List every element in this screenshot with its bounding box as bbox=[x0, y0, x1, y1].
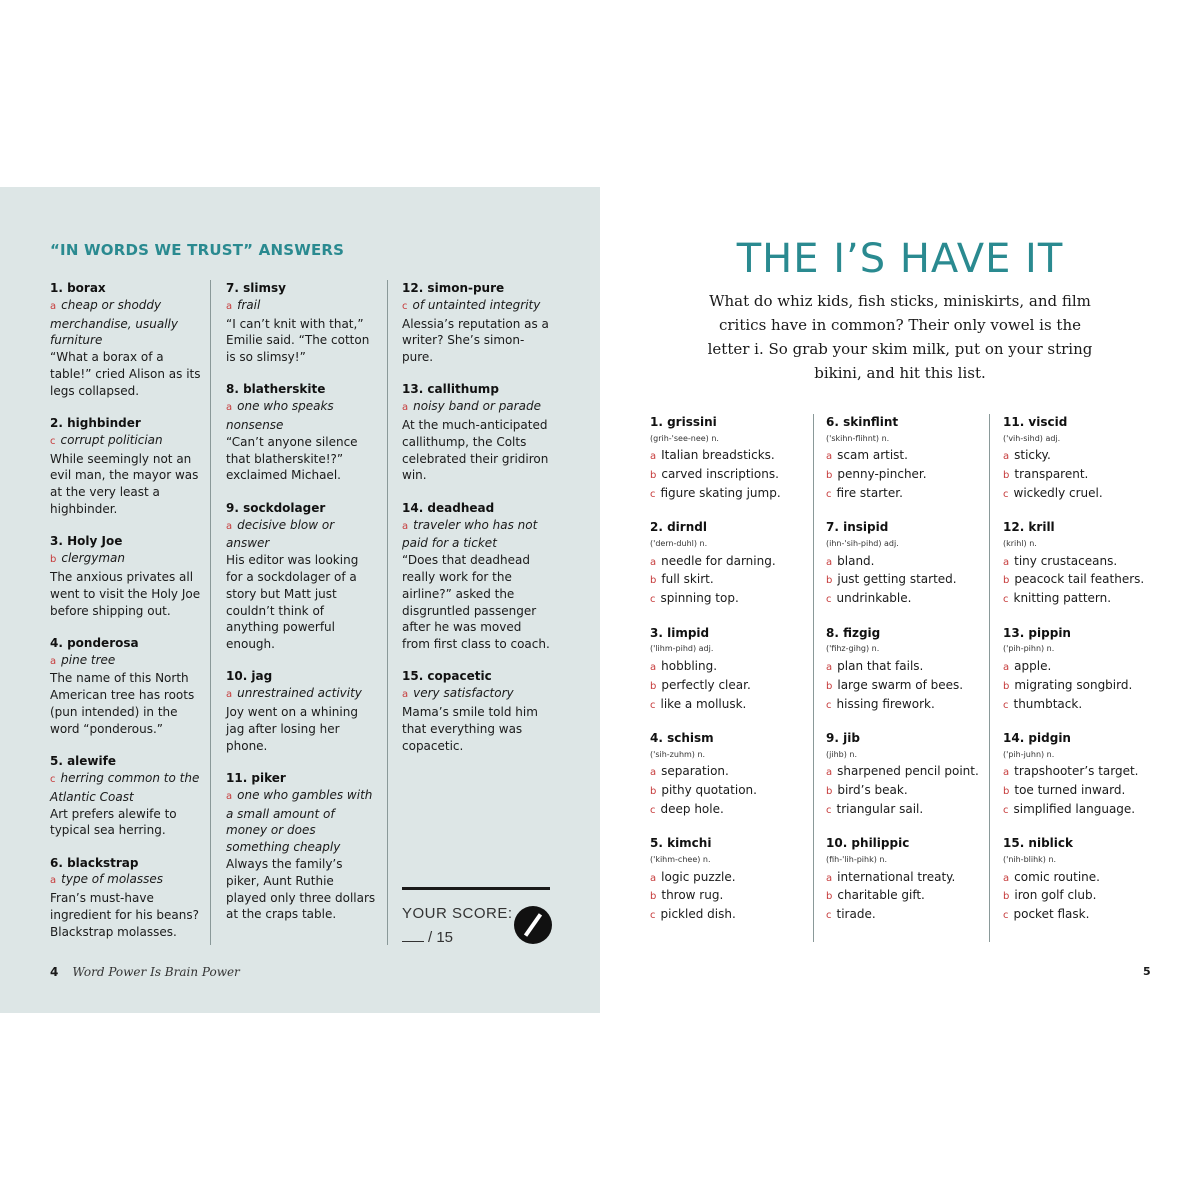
option-text: scam artist. bbox=[837, 448, 908, 463]
answer-word: 1. borax bbox=[50, 281, 106, 295]
quiz-option bbox=[1003, 906, 1163, 925]
option-letter: a bbox=[650, 661, 657, 673]
answer-entry bbox=[226, 500, 376, 653]
quiz-option bbox=[1003, 553, 1163, 572]
quiz-option bbox=[1003, 869, 1163, 888]
answer-definition bbox=[402, 685, 552, 704]
option-text: bird’s beak. bbox=[837, 783, 908, 798]
quiz-question bbox=[650, 519, 810, 609]
option-letter: a bbox=[650, 556, 657, 568]
quiz-option bbox=[826, 782, 986, 801]
answer-definition-text: decisive blow or answer bbox=[226, 517, 335, 551]
answer-letter: a bbox=[50, 300, 57, 312]
quiz-option bbox=[650, 677, 810, 696]
option-text: simplified language. bbox=[1013, 801, 1136, 816]
quiz-title: THE I’S HAVE IT bbox=[736, 236, 1064, 282]
quiz-option bbox=[650, 801, 810, 820]
quiz-option bbox=[650, 763, 810, 782]
answer-letter: c bbox=[50, 773, 56, 785]
option-letter: b bbox=[826, 891, 833, 903]
quiz-pronunciation: ('lihm-pihd) adj. bbox=[650, 644, 714, 654]
option-letter: c bbox=[826, 488, 832, 500]
option-letter: c bbox=[650, 488, 656, 500]
option-text: pithy quotation. bbox=[661, 783, 757, 798]
answer-entry bbox=[402, 381, 552, 484]
answer-word: 14. deadhead bbox=[402, 500, 495, 515]
option-text: large swarm of bees. bbox=[837, 677, 964, 692]
answer-definition bbox=[50, 550, 205, 569]
option-letter: a bbox=[1003, 556, 1010, 568]
answer-example: Fran’s must-have ingredient for his beans? Blackstrap molasses. bbox=[50, 891, 199, 939]
answer-definition-text: clergyman bbox=[61, 551, 125, 566]
quiz-option bbox=[826, 801, 986, 820]
option-letter: c bbox=[1003, 594, 1009, 606]
option-text: apple. bbox=[1014, 658, 1052, 673]
option-text: pocket flask. bbox=[1013, 907, 1090, 922]
quiz-option bbox=[826, 553, 986, 572]
quiz-pronunciation: ('pih-juhn) n. bbox=[1003, 749, 1055, 759]
option-text: spinning top. bbox=[660, 591, 739, 606]
quiz-word: 15. niblick bbox=[1003, 836, 1074, 851]
option-letter: b bbox=[650, 470, 657, 482]
option-letter: b bbox=[1003, 575, 1010, 587]
answer-entry bbox=[402, 668, 552, 754]
answer-entry bbox=[50, 533, 205, 619]
column-divider bbox=[813, 414, 814, 942]
score-label: YOUR SCORE: bbox=[402, 905, 513, 922]
answer-definition-text: traveler who has not paid for a ticket bbox=[402, 517, 538, 551]
quiz-word: 4. schism bbox=[650, 730, 714, 745]
answer-example: Mama’s smile told him that everything was copacetic. bbox=[402, 705, 538, 753]
quiz-question bbox=[1003, 835, 1163, 925]
option-letter: c bbox=[826, 804, 832, 816]
answer-entry bbox=[50, 415, 205, 518]
option-text: figure skating jump. bbox=[660, 485, 781, 500]
quiz-option bbox=[650, 782, 810, 801]
quiz-option bbox=[826, 869, 986, 888]
quiz-option bbox=[650, 447, 810, 466]
option-letter: a bbox=[826, 661, 833, 673]
quiz-option bbox=[1003, 466, 1163, 485]
quiz-word: 3. limpid bbox=[650, 625, 710, 640]
answer-definition bbox=[50, 432, 205, 451]
pencil-icon bbox=[514, 906, 552, 944]
quiz-option bbox=[1003, 485, 1163, 504]
quiz-option bbox=[650, 553, 810, 572]
option-letter: c bbox=[1003, 699, 1009, 711]
answer-example: Alessia’s reputation as a writer? She’s simon-pure. bbox=[402, 316, 549, 365]
answer-letter: a bbox=[226, 402, 233, 414]
answer-definition bbox=[402, 398, 552, 417]
option-text: logic puzzle. bbox=[661, 869, 736, 884]
option-letter: b bbox=[1003, 786, 1010, 798]
answer-entry bbox=[226, 668, 376, 754]
option-text: separation. bbox=[661, 764, 729, 779]
quiz-word: 2. dirndl bbox=[650, 520, 707, 535]
answer-example: “What a borax of a table!” cried Alison as its legs collapsed. bbox=[50, 350, 201, 398]
option-text: Italian breadsticks. bbox=[661, 448, 775, 463]
quiz-word: 10. philippic bbox=[826, 836, 910, 851]
quiz-pronunciation: ('nih-blihk) n. bbox=[1003, 854, 1057, 864]
answer-letter: b bbox=[50, 554, 57, 566]
option-text: wickedly cruel. bbox=[1013, 485, 1103, 500]
option-text: triangular sail. bbox=[836, 801, 924, 816]
option-text: needle for darning. bbox=[661, 553, 776, 568]
option-letter: c bbox=[650, 804, 656, 816]
quiz-option bbox=[826, 677, 986, 696]
answer-word: 10. jag bbox=[226, 669, 273, 684]
quiz-option bbox=[650, 696, 810, 715]
column-divider bbox=[387, 280, 388, 945]
answer-example: At the much-anticipated callithump, the Colts celebrated their gridiron win. bbox=[402, 418, 549, 483]
option-letter: a bbox=[650, 767, 657, 779]
quiz-pronunciation: ('skihn-flihnt) n. bbox=[826, 433, 890, 443]
answer-word: 6. blackstrap bbox=[50, 855, 139, 870]
quiz-pronunciation: ('sih-zuhm) n. bbox=[650, 749, 706, 759]
option-letter: c bbox=[1003, 910, 1009, 922]
quiz-option bbox=[650, 658, 810, 677]
option-text: undrinkable. bbox=[836, 591, 912, 606]
quiz-question bbox=[826, 625, 986, 715]
answer-entry bbox=[226, 381, 376, 484]
answer-letter: a bbox=[50, 655, 57, 667]
column-divider bbox=[989, 414, 990, 942]
option-letter: a bbox=[826, 767, 833, 779]
option-text: throw rug. bbox=[661, 888, 724, 903]
quiz-pronunciation: (fih-'lih-pihk) n. bbox=[826, 854, 887, 864]
answer-definition bbox=[50, 652, 205, 671]
quiz-option bbox=[650, 571, 810, 590]
quiz-option bbox=[1003, 658, 1163, 677]
option-letter: a bbox=[650, 872, 657, 884]
answer-entry bbox=[50, 855, 205, 941]
quiz-word: 7. insipid bbox=[826, 520, 889, 535]
option-text: toe turned inward. bbox=[1014, 783, 1126, 798]
answer-example: While seemingly not an evil man, the mayor was at the very least a highbinder. bbox=[50, 451, 199, 517]
quiz-pronunciation: (ihn-'sih-pihd) adj. bbox=[826, 539, 899, 549]
quiz-word: 1. grissini bbox=[650, 415, 717, 429]
option-letter: b bbox=[1003, 470, 1010, 482]
score-rule bbox=[402, 887, 550, 890]
option-letter: c bbox=[650, 594, 656, 606]
answer-entry bbox=[402, 500, 552, 653]
quiz-question bbox=[1003, 519, 1163, 609]
answer-definition bbox=[50, 871, 205, 890]
option-letter: b bbox=[1003, 891, 1010, 903]
option-letter: b bbox=[826, 470, 833, 482]
quiz-option bbox=[1003, 782, 1163, 801]
option-letter: b bbox=[650, 891, 657, 903]
option-text: full skirt. bbox=[661, 572, 714, 587]
answers-column-1 bbox=[50, 280, 205, 956]
quiz-question bbox=[826, 730, 986, 820]
option-text: perfectly clear. bbox=[661, 677, 751, 692]
quiz-question bbox=[650, 835, 810, 925]
answer-definition bbox=[50, 770, 205, 806]
quiz-word: 5. kimchi bbox=[650, 836, 712, 851]
answer-letter: a bbox=[226, 790, 233, 802]
quiz-word: 6. skinflint bbox=[826, 415, 899, 429]
quiz-question bbox=[1003, 414, 1163, 504]
answer-word: 11. piker bbox=[226, 770, 286, 785]
running-title: Word Power Is Brain Power bbox=[72, 965, 240, 979]
answer-example: “I can’t knit with that,” Emilie said. “The cotton is so slimsy!” bbox=[226, 316, 370, 365]
answer-letter: a bbox=[402, 520, 409, 532]
quiz-pronunciation: ('dern-duhl) n. bbox=[650, 539, 708, 549]
left-page-number: 4 bbox=[50, 965, 59, 979]
answer-word: 15. copacetic bbox=[402, 669, 492, 684]
answer-definition-text: herring common to the Atlantic Coast bbox=[50, 770, 200, 804]
answer-example: Always the family’s piker, Aunt Ruthie played only three dollars at the craps table. bbox=[226, 856, 376, 922]
answer-definition bbox=[226, 685, 376, 704]
quiz-option bbox=[1003, 801, 1163, 820]
quiz-option bbox=[826, 658, 986, 677]
option-text: plan that fails. bbox=[837, 658, 924, 673]
option-text: deep hole. bbox=[660, 801, 724, 816]
answer-definition-text: one who speaks nonsense bbox=[226, 399, 334, 433]
answer-letter: c bbox=[50, 435, 56, 447]
quiz-pronunciation: ('vih-sihd) adj. bbox=[1003, 433, 1061, 443]
quiz-column-3 bbox=[1003, 414, 1163, 940]
option-text: sticky. bbox=[1014, 448, 1051, 463]
answer-word: 4. ponderosa bbox=[50, 635, 139, 650]
option-text: bland. bbox=[837, 553, 875, 568]
quiz-column-1 bbox=[650, 414, 810, 940]
quiz-word: 14. pidgin bbox=[1003, 730, 1071, 745]
option-letter: a bbox=[650, 451, 657, 463]
answer-example: The name of this North American tree has roots (pun intended) in the word “ponderous.” bbox=[50, 671, 195, 736]
option-text: hissing firework. bbox=[836, 696, 935, 711]
option-letter: b bbox=[650, 680, 657, 692]
answer-entry bbox=[402, 280, 552, 366]
option-text: trapshooter’s target. bbox=[1014, 764, 1139, 779]
quiz-word: 9. jib bbox=[826, 730, 860, 745]
quiz-option bbox=[1003, 571, 1163, 590]
quiz-word: 11. viscid bbox=[1003, 415, 1068, 429]
answer-letter: a bbox=[402, 402, 409, 414]
answer-letter: a bbox=[226, 520, 233, 532]
quiz-option bbox=[650, 485, 810, 504]
quiz-pronunciation: ('pih-pihn) n. bbox=[1003, 644, 1055, 654]
answer-entry bbox=[226, 280, 376, 366]
answers-column-3 bbox=[402, 280, 552, 770]
answer-word: 5. alewife bbox=[50, 754, 116, 769]
answer-letter: a bbox=[226, 300, 233, 312]
option-text: iron golf club. bbox=[1014, 888, 1097, 903]
quiz-pronunciation: (grih-'see-nee) n. bbox=[650, 433, 719, 443]
score-entry bbox=[402, 929, 453, 946]
quiz-option bbox=[650, 590, 810, 609]
quiz-option bbox=[1003, 447, 1163, 466]
quiz-word: 12. krill bbox=[1003, 520, 1055, 535]
option-text: charitable gift. bbox=[837, 888, 925, 903]
option-letter: a bbox=[1003, 451, 1010, 463]
column-divider bbox=[210, 280, 211, 945]
option-letter: b bbox=[826, 680, 833, 692]
quiz-option bbox=[1003, 590, 1163, 609]
answer-definition bbox=[226, 787, 376, 856]
quiz-question bbox=[826, 835, 986, 925]
answer-example: “Can’t anyone silence that blatherskite!?” exclaimed Michael. bbox=[226, 434, 358, 483]
option-letter: c bbox=[1003, 488, 1009, 500]
answer-letter: a bbox=[402, 689, 409, 701]
quiz-option bbox=[1003, 887, 1163, 906]
quiz-option bbox=[826, 696, 986, 715]
quiz-word: 13. pippin bbox=[1003, 625, 1071, 640]
answer-word: 8. blatherskite bbox=[226, 382, 326, 397]
answer-entry bbox=[50, 753, 205, 839]
quiz-pronunciation: ('fihz-gihg) n. bbox=[826, 644, 880, 654]
option-text: just getting started. bbox=[837, 572, 957, 587]
answer-definition-text: frail bbox=[237, 297, 261, 312]
option-text: thumbtack. bbox=[1013, 696, 1083, 711]
option-text: fire starter. bbox=[836, 485, 903, 500]
answer-definition-text: one who gambles with a small amount of money or does something cheaply bbox=[226, 787, 373, 855]
score-blank bbox=[402, 941, 424, 942]
quiz-question bbox=[650, 625, 810, 715]
quiz-question bbox=[650, 730, 810, 820]
option-letter: a bbox=[826, 872, 833, 884]
option-text: pickled dish. bbox=[660, 907, 736, 922]
option-letter: a bbox=[826, 556, 833, 568]
quiz-question bbox=[826, 414, 986, 504]
answer-definition bbox=[402, 517, 552, 553]
quiz-pronunciation: (jihb) n. bbox=[826, 749, 857, 759]
option-letter: b bbox=[650, 786, 657, 798]
option-text: penny-pincher. bbox=[837, 467, 927, 482]
answer-definition bbox=[50, 297, 205, 349]
answer-definition-text: of untainted integrity bbox=[412, 297, 541, 312]
quiz-question bbox=[1003, 625, 1163, 715]
option-letter: c bbox=[826, 910, 832, 922]
option-letter: c bbox=[1003, 804, 1009, 816]
quiz-option bbox=[826, 590, 986, 609]
quiz-question bbox=[826, 519, 986, 609]
answer-example: The anxious privates all went to visit the Holy Joe before shipping out. bbox=[50, 569, 201, 618]
answer-word: 2. highbinder bbox=[50, 416, 141, 431]
answers-title: “IN WORDS WE TRUST” ANSWERS bbox=[50, 241, 345, 259]
answer-example: Art prefers alewife to typical sea herring. bbox=[50, 806, 177, 838]
option-letter: c bbox=[826, 594, 832, 606]
quiz-option bbox=[650, 906, 810, 925]
quiz-intro: What do whiz kids, fish sticks, miniskirts, and film critics have in common? Their only vowel is the letter i. So grab your skim milk, put on your string bikini, and hit this list. bbox=[707, 292, 1093, 382]
answer-definition-text: noisy band or parade bbox=[413, 399, 541, 414]
answer-example: His editor was looking for a sockdolager of a story but Matt just couldn’t think of anything powerful enough. bbox=[226, 553, 359, 652]
quiz-option bbox=[1003, 763, 1163, 782]
option-text: tirade. bbox=[836, 907, 876, 922]
option-letter: a bbox=[826, 451, 833, 463]
quiz-option bbox=[826, 906, 986, 925]
option-text: knitting pattern. bbox=[1013, 591, 1112, 606]
quiz-option bbox=[826, 763, 986, 782]
answers-column-2 bbox=[226, 280, 376, 939]
answer-letter: c bbox=[402, 300, 408, 312]
option-letter: b bbox=[1003, 680, 1010, 692]
quiz-option bbox=[826, 447, 986, 466]
option-letter: c bbox=[650, 699, 656, 711]
answer-entry bbox=[50, 635, 205, 738]
quiz-pronunciation: (krihl) n. bbox=[1003, 539, 1037, 549]
score-total: / 15 bbox=[428, 929, 454, 946]
quiz-question bbox=[1003, 730, 1163, 820]
quiz-pronunciation: ('kihm-chee) n. bbox=[650, 854, 711, 864]
quiz-option bbox=[826, 466, 986, 485]
option-letter: a bbox=[1003, 767, 1010, 779]
answer-entry bbox=[50, 280, 205, 400]
answer-definition-text: cheap or shoddy merchandise, usually furniture bbox=[50, 297, 178, 348]
option-letter: b bbox=[826, 575, 833, 587]
quiz-option bbox=[826, 485, 986, 504]
quiz-option bbox=[826, 571, 986, 590]
quiz-word: 8. fizgig bbox=[826, 625, 881, 640]
left-folio bbox=[50, 965, 240, 979]
answer-definition bbox=[226, 297, 376, 316]
answer-definition-text: corrupt politician bbox=[60, 432, 163, 447]
answer-definition-text: very satisfactory bbox=[413, 686, 514, 701]
option-letter: a bbox=[1003, 661, 1010, 673]
option-text: migrating songbird. bbox=[1014, 677, 1133, 692]
answer-example: “Does that deadhead really work for the airline?” asked the disgruntled passenger after he was moved from first class to coach. bbox=[402, 553, 550, 652]
answer-word: 13. callithump bbox=[402, 382, 499, 397]
quiz-option bbox=[650, 869, 810, 888]
answer-definition bbox=[226, 398, 376, 434]
quiz-option bbox=[1003, 677, 1163, 696]
option-text: hobbling. bbox=[661, 658, 718, 673]
option-text: international treaty. bbox=[837, 869, 956, 884]
option-text: carved inscriptions. bbox=[661, 467, 779, 482]
option-letter: b bbox=[650, 575, 657, 587]
answer-letter: a bbox=[50, 875, 57, 887]
option-letter: a bbox=[1003, 872, 1010, 884]
option-letter: b bbox=[826, 786, 833, 798]
answer-example: Joy went on a whining jag after losing her phone. bbox=[226, 705, 358, 753]
answer-word: 12. simon-pure bbox=[402, 281, 505, 295]
answer-definition-text: pine tree bbox=[61, 652, 116, 667]
answer-definition-text: type of molasses bbox=[61, 872, 163, 887]
answer-word: 7. slimsy bbox=[226, 281, 286, 295]
quiz-option bbox=[1003, 696, 1163, 715]
quiz-option bbox=[650, 466, 810, 485]
option-text: sharpened pencil point. bbox=[837, 764, 979, 779]
answer-letter: a bbox=[226, 689, 233, 701]
left-page bbox=[0, 187, 600, 1013]
answer-definition bbox=[402, 297, 552, 316]
quiz-column-2 bbox=[826, 414, 986, 940]
option-text: tiny crustaceans. bbox=[1014, 553, 1118, 568]
option-letter: c bbox=[826, 699, 832, 711]
option-text: peacock tail feathers. bbox=[1014, 572, 1145, 587]
option-text: comic routine. bbox=[1014, 869, 1100, 884]
quiz-option bbox=[826, 887, 986, 906]
quiz-option bbox=[650, 887, 810, 906]
option-text: like a mollusk. bbox=[660, 696, 747, 711]
answer-word: 3. Holy Joe bbox=[50, 534, 123, 549]
option-text: transparent. bbox=[1014, 467, 1089, 482]
option-letter: c bbox=[650, 910, 656, 922]
right-page-number: 5 bbox=[1143, 965, 1151, 978]
answer-definition-text: unrestrained activity bbox=[237, 686, 362, 701]
answer-word: 9. sockdolager bbox=[226, 500, 326, 515]
answer-entry bbox=[226, 770, 376, 923]
answer-definition bbox=[226, 517, 376, 553]
quiz-question bbox=[650, 414, 810, 504]
